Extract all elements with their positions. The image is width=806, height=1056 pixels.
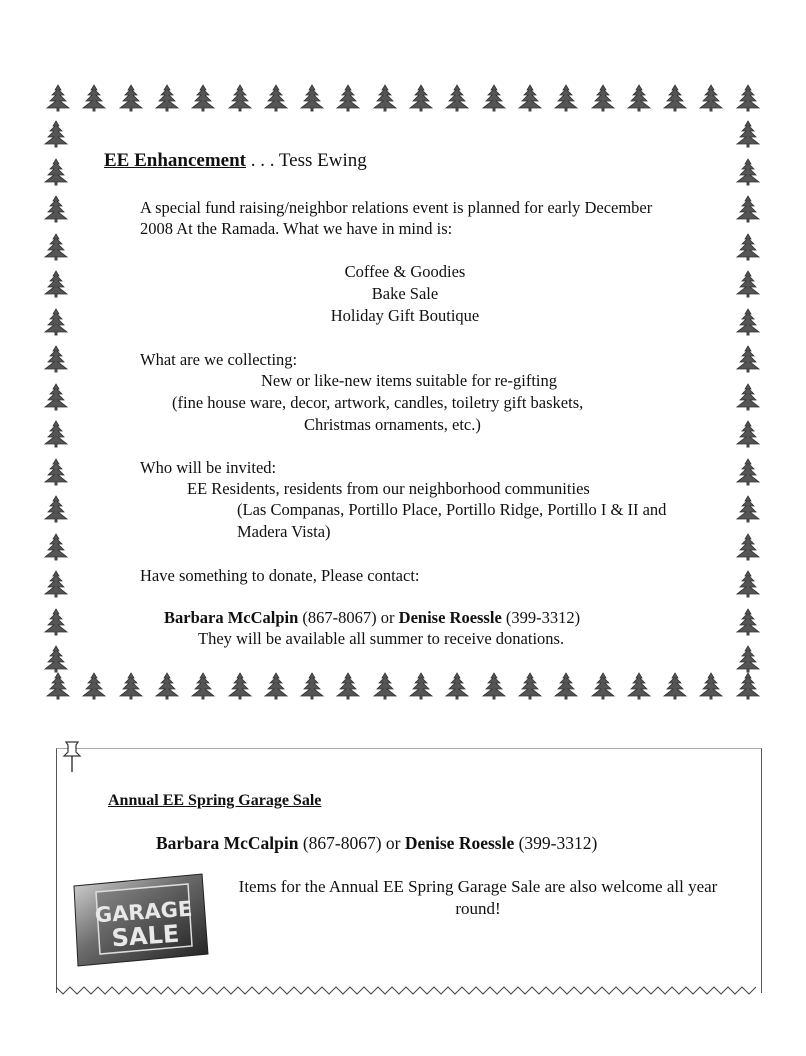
plan-item: Holiday Gift Boutique: [330, 306, 480, 325]
collecting-line-1: New or like-new items suitable for re-gifting: [261, 371, 557, 390]
availability-note: They will be available all summer to receive donations.: [198, 629, 565, 648]
invited-line-1: EE Residents, residents from our neighborhood communities: [187, 479, 590, 498]
garage-sale-sign-image: [70, 872, 210, 968]
intro-line-2: 2008 At the Ramada. What we have in mind is:: [140, 219, 453, 238]
garage-sale-items-text: Items for the Annual EE Spring Garage Sale are also welcome all year round!: [238, 877, 718, 918]
sign-line-2: SALE: [110, 919, 181, 953]
contact-phone: (867-8067) or: [298, 608, 399, 627]
pushpin-icon: [60, 740, 84, 774]
contact-phone: (399-3312): [514, 833, 598, 853]
plan-item: Bake Sale: [371, 284, 439, 303]
garage-sale-title: Annual EE Spring Garage Sale: [108, 792, 322, 809]
collecting-line-2: (fine house ware, decor, artwork, candles, toiletry gift baskets,: [172, 393, 584, 412]
contact-name: Denise Roessle: [404, 833, 515, 853]
invited-line-2: (Las Companas, Portillo Place, Portillo Ridge, Portillo I & II and: [237, 500, 667, 519]
zigzag-border: [56, 984, 762, 998]
contact-name: Denise Roessle: [398, 608, 502, 627]
invited-line-3: Madera Vista): [237, 522, 331, 541]
sign-line-1: GARAGE: [94, 896, 193, 928]
collecting-line-3: Christmas ornaments, etc.): [304, 415, 481, 434]
donate-label: Have something to donate, Please contact:: [140, 566, 420, 585]
byline: . . . Tess Ewing: [246, 150, 367, 171]
contact-name: Barbara McCalpin: [156, 833, 299, 853]
section-heading: [104, 150, 367, 172]
garage-sale-contacts: [156, 833, 597, 854]
contact-line: [164, 608, 580, 628]
invited-label: Who will be invited:: [140, 458, 277, 477]
contact-phone: (399-3312): [501, 608, 581, 627]
contact-name: Barbara McCalpin: [164, 608, 299, 627]
plan-item: Coffee & Goodies: [344, 262, 466, 281]
intro-line-1: A special fund raising/neighbor relations event is planned for early December: [140, 198, 653, 217]
contact-phone: (867-8067) or: [298, 833, 405, 853]
collecting-label: What are we collecting:: [140, 350, 298, 369]
section-title: EE Enhancement: [104, 150, 246, 171]
